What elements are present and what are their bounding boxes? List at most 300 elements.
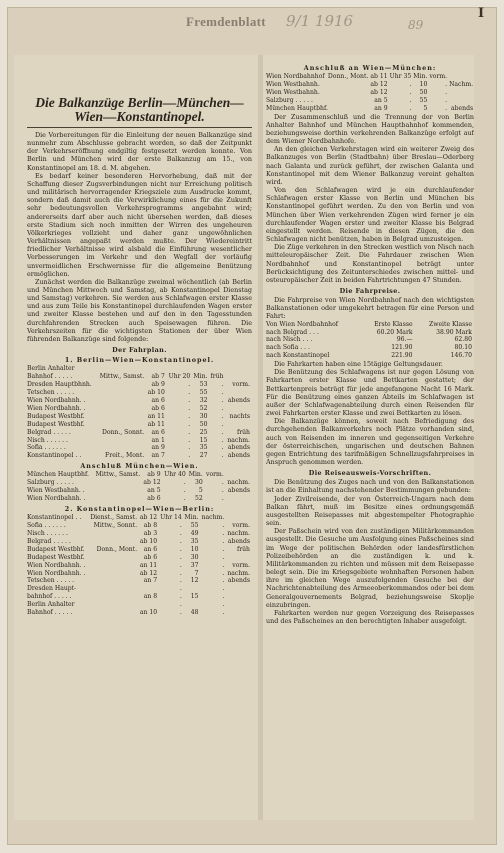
table-cell: . — [221, 428, 224, 436]
table-cell: ab 8 — [143, 522, 158, 530]
table-cell: Min. — [413, 73, 428, 81]
table-cell: Wien Westbahnh. — [266, 81, 320, 89]
table-cell: Freit., Mont. — [105, 452, 145, 460]
table-row — [27, 365, 252, 373]
table-cell: 7 — [194, 569, 199, 577]
table-cell: 25 — [199, 428, 208, 436]
table-cell: Min. — [184, 514, 199, 522]
table-cell — [226, 389, 252, 397]
table-cell: Mittw., Sonnt. — [93, 522, 138, 530]
table-cell: . — [445, 104, 448, 112]
table-cell: an 7 — [151, 452, 165, 460]
table-cell: abends — [227, 577, 250, 585]
table-cell: 12 — [190, 577, 199, 585]
table-cell: 30 — [195, 479, 203, 487]
table-cell: . — [221, 452, 224, 460]
table-cell — [96, 365, 146, 373]
right-paragraphs-3 — [266, 478, 474, 625]
anschluss-muenchen-heading: Anschluß München—Wien. — [80, 462, 199, 471]
table-cell: . — [188, 444, 191, 452]
table-cell: vorm. — [232, 561, 250, 569]
table-cell — [96, 413, 146, 421]
table-cell: 50 — [199, 420, 208, 428]
table-cell — [226, 601, 252, 609]
table-cell: . — [179, 569, 182, 577]
paragraph: Jeder Zivilreisende, der von Österreich-Ungarn nach dem Balkan fährt, muß im Besitze eines ordnungsgemäß ausgestellten Reisepasses mit abgestempelter Photographie sein. — [266, 494, 474, 528]
table-row — [27, 601, 252, 609]
table-cell — [93, 495, 142, 503]
table-cell: Salzburg . . . . . — [266, 96, 313, 104]
table-row — [27, 397, 252, 405]
table-cell: an 11 — [139, 561, 158, 569]
table-cell: . — [188, 420, 191, 428]
table-row — [27, 593, 252, 601]
table-cell: 49 — [190, 530, 199, 537]
table-row — [27, 389, 252, 397]
table-cell: Uhr 40 — [164, 471, 186, 479]
table-cell: Bahnhof . . . . . — [27, 373, 73, 381]
table-cell: abends — [227, 397, 250, 404]
table-row — [266, 105, 474, 113]
table-cell — [209, 365, 225, 373]
table-cell: Wien Nordbahnh. . — [27, 404, 86, 412]
table-cell — [93, 479, 142, 487]
paragraph: An den gleichen Verkehrstagen wird ein weiterer Zweig des Balkanzuges von Berlin (Stadtbahn) über Breslau—Oderberg nach Galanta und zurück geführt, der zwischen Galanta und Konstantinopel mit dem Wiener Balkanzug vereint gehalten wird. — [266, 145, 474, 186]
table-cell: Wien Nordbahnh. . — [27, 569, 86, 577]
table-cell: nach Konstantinopel — [266, 352, 330, 360]
table-cell — [88, 554, 139, 562]
table-cell: 35 — [199, 444, 208, 452]
table-cell: an 9 — [151, 444, 165, 452]
table-cell: nachm. — [227, 436, 250, 444]
paragraph: Der Paßschein wird von den zuständigen Militärkommanden ausgestellt. Die Gesuche um Ausfolgung eines Paßscheines sind im Wege der politischen Behörden oder landesfürstlichen Polizeibehörden an die zuständigen k. und k. Militärkommanden zu richten und müssen mit dem Reisepasse belegt sein. Die im Kriegsgebiete wohnhaften Personen haben ihre im gleichen Wege auszufolgenden Gesuche bei der Nachrichtenabteilung des Armeeoberkommandos oder bei dem Generalgouvernements Belgrad, beziehungsweise Skoplje einzubringen. — [266, 527, 474, 609]
table-cell: . — [188, 381, 191, 389]
table-cell: Budapest Westbhf. — [27, 553, 85, 561]
table-row — [266, 352, 474, 360]
table-cell: . — [188, 452, 191, 460]
handwritten-page-number: 89 — [408, 18, 424, 32]
table-cell: Mittw., Samst. — [99, 373, 145, 381]
table-cell: ab 12 — [370, 81, 388, 89]
table-row — [266, 344, 474, 352]
table-row — [27, 373, 252, 381]
table-row — [27, 585, 252, 593]
table-row — [266, 97, 474, 105]
table-cell: . — [222, 530, 225, 537]
table-cell — [449, 97, 474, 105]
table-cell: . — [188, 389, 191, 397]
table-cell — [139, 601, 159, 609]
table-cell: abends — [227, 444, 250, 452]
right-paragraphs-2 — [266, 360, 474, 466]
table-cell: bahnhof . . . . . — [27, 593, 72, 601]
table-cell: an 6 — [151, 428, 165, 436]
table-cell: nach Belgrad . . . — [266, 328, 319, 336]
table-cell — [88, 609, 139, 617]
table-cell — [139, 585, 159, 593]
paragraph: Die Balkanzüge können, soweit nach Befriedigung des durchgehenden Balkanverkehrs noch Plätze vorhanden sind, auch von Reisenden im inneren und gegenseitigen Verkehre der österreichischen, ungarischen und deutschen Bahnen gegen Entrichtung des tarifmäßigen Schnellzugsfahrpreises in Anspruch genommen werden. — [266, 417, 474, 466]
table-cell: ab 12 — [139, 514, 158, 522]
table-row — [27, 514, 252, 522]
table-cell: . — [179, 553, 182, 561]
paragraph: Es bedarf keiner besonderen Hervorhebung, daß mit der Schaffung dieser Zugsverbindungen nicht nur Erreichung politisch und militärisch hervorragender Kriegsziele zum Ausdrucke kommt, sondern daß damit auch die Verwirklichung eines für die Zukunft sehr bedeutungsvollen Verkehrsprogramms angebahnt wird; andererseits darf aber auch nicht übersehen werden, daß dieses erste Stadium sich noch inmitten der Wirren des ungeheuren Völkerkrieges vollzieht und daher ganz ungewöhnlichen Verhältnissen angepaßt werden mußte. Der Wiedereintritt friedlicher Verhältnisse wird alsbald die Einführung wesentlicher Verbesserungen im Verkehr und den Wegfall der vorläufig unvermeidlichen Erschwernisse für die allgemeine Benützung ermöglichen. — [27, 171, 252, 278]
table-cell: Budapest Westbhf. — [27, 412, 85, 420]
table-cell: ab 7 — [151, 373, 165, 381]
table-cell: nachts — [229, 412, 250, 420]
table-cell: Konstantinopel . . — [27, 452, 82, 460]
table-cell: Wien Westbahnh. — [266, 88, 320, 96]
table-cell: Donn., Mont. — [327, 73, 369, 81]
table-row — [27, 452, 252, 460]
paragraph: Zunächst werden die Balkanzüge zweimal wöchentlich (ab Berlin und München Mittwoch und Samstag, ab Konstantinopel Dienstag und Samstag) verkehren. Sie werden aus Schlafwagen erster Klasse und aus zum Teile bis Konstantinopel durchlaufenden Wagen erster und zweiter Klasse bestehen und auf den in den Tagesstunden durchfahrenden Strecken auch Speisewagen führen. Die Verkehrszeiten für die wichtigsten Stationen der über Wien führenden Balkanzüge sind folgende: — [27, 277, 252, 343]
table-cell: Berlin Anhalter — [27, 365, 75, 373]
table-cell — [328, 105, 370, 113]
table-cell: 27 — [199, 452, 208, 460]
table-cell — [88, 538, 139, 546]
route2-table — [27, 514, 252, 617]
fahrpreise-table — [266, 321, 474, 361]
table-row — [27, 538, 252, 546]
anschluss-wien-table — [266, 73, 474, 113]
table-cell — [184, 585, 201, 593]
column-header: Zweite Klasse — [429, 320, 472, 328]
table-cell: ab 6 — [151, 404, 165, 412]
table-cell: 146.70 — [450, 352, 472, 360]
table-row — [266, 329, 474, 337]
table-row — [27, 562, 252, 570]
table-cell: . — [222, 569, 225, 577]
table-cell: 53 — [199, 381, 208, 389]
table-cell: früh — [236, 428, 250, 436]
table-cell: München Hauptbhf. — [27, 471, 89, 479]
table-cell: abends — [451, 104, 474, 112]
table-cell: . — [179, 609, 182, 617]
table-cell: abends — [227, 487, 250, 495]
table-cell: . — [222, 553, 225, 561]
table-cell: . — [179, 522, 182, 530]
table-cell: 221.90 — [391, 352, 413, 360]
table-cell — [226, 554, 252, 562]
table-cell: 35 — [190, 537, 199, 545]
table-cell: an 5 — [374, 96, 388, 104]
table-cell: Donn., Mont. — [96, 545, 138, 553]
table-cell — [328, 81, 370, 89]
table-cell: . — [222, 577, 225, 585]
table-cell: ab 10 — [139, 537, 158, 545]
table-cell: Wien Nordbahnh. . — [27, 495, 86, 503]
table-cell: 5 — [198, 487, 203, 495]
table-cell: . — [409, 81, 412, 89]
title-rule — [27, 127, 252, 128]
table-cell — [328, 97, 370, 105]
table-cell: . — [445, 88, 448, 96]
table-cell: an 9 — [374, 104, 388, 112]
table-cell: ab 6 — [143, 553, 158, 561]
table-cell — [226, 585, 252, 593]
table-row — [27, 577, 252, 585]
table-cell: . — [409, 88, 412, 96]
table-cell: . — [179, 561, 182, 569]
table-cell — [192, 365, 209, 373]
table-header-row — [266, 321, 474, 329]
table-cell: Uhr 35 — [389, 73, 412, 81]
table-cell — [96, 405, 146, 413]
table-cell: . — [221, 436, 224, 444]
table-cell: Belgrad . . . . . — [27, 428, 71, 436]
table-cell: 10 — [190, 545, 199, 553]
table-cell: 37 — [190, 561, 199, 569]
table-cell: . — [179, 537, 182, 545]
table-cell: Donn., Sonnt. — [101, 428, 145, 436]
table-row — [27, 437, 252, 445]
table-cell: . — [221, 444, 224, 452]
table-cell: Salzburg . . . . . — [27, 479, 74, 487]
table-cell: 55 — [199, 389, 208, 397]
table-cell: . — [221, 389, 224, 397]
table-cell: 15 — [199, 436, 208, 444]
table-cell — [226, 495, 252, 503]
table-cell — [96, 381, 146, 389]
table-cell: ab 12 — [370, 88, 388, 96]
table-row — [27, 471, 252, 479]
table-cell: . — [222, 609, 225, 617]
table-cell: Budapest Westbhf. — [27, 545, 85, 553]
table-cell: . — [179, 585, 182, 593]
table-cell: . — [409, 96, 412, 104]
table-cell — [88, 562, 139, 570]
table-cell — [88, 530, 139, 538]
table-cell: . — [179, 593, 182, 601]
table-cell: an 6 — [151, 397, 165, 404]
table-cell: ab 12 — [143, 479, 161, 487]
table-cell: 55 — [419, 96, 428, 104]
table-cell: . — [183, 495, 186, 503]
column-divider — [258, 55, 263, 820]
table-cell: . — [221, 495, 224, 503]
table-cell: . — [222, 545, 225, 553]
table-row — [266, 73, 474, 81]
table-cell: Dienst., Samst. — [90, 514, 138, 522]
table-cell: Wien Nordbahnh. . — [27, 397, 86, 404]
table-row — [27, 609, 252, 617]
table-cell — [88, 577, 139, 585]
table-cell: 62.80 — [454, 336, 472, 344]
table-cell: . — [188, 412, 191, 420]
handwritten-date: 9/1 1916 — [286, 12, 354, 30]
table-cell: Wien Nordbahnhof — [266, 73, 325, 81]
table-cell: . — [179, 545, 182, 553]
fahrpreise-heading: Die Fahrpreise. — [339, 286, 401, 295]
table-cell: nachm. — [227, 479, 250, 487]
route1-table — [27, 365, 252, 460]
paragraph: Die Züge verkehren in den Strecken westlich von Nisch nach mitteleuropäischer Zeit. Die Fahrdauer zwischen Wien Nordbahnhof und Konstantinopel beträgt unter Berücksichtigung des Zeitunterschiedes zwischen mittel- und osteuropäischer Zeit in beiden Fahrtrichtungen 47 Stunden. — [266, 243, 474, 284]
table-cell: Dresden Haupt- — [27, 585, 77, 593]
reiseausweis-heading: Die Reiseausweis-Vorschriften. — [308, 469, 432, 478]
table-cell: . — [409, 104, 412, 112]
table-cell: . — [445, 96, 448, 104]
table-cell: Bahnhof . . . . . — [27, 609, 73, 617]
table-row — [27, 444, 252, 452]
table-cell: 96.— — [396, 336, 413, 344]
paragraph: Von den Schlafwagen wird je ein durchlaufender Schlafwagen erster Klasse von Berlin und München bis Konstantinopel geführt werden. Zu den von Berlin und von München über Wien verkehrenden Zügen wird ferner je ein durchlaufender Wagen erster und zweiter Klasse bis Belgrad eingestellt werden. Reisende in diesen Zügen, die den Schlafwagen nicht benützen, haben in Belgrad umzusteigen. — [266, 186, 474, 244]
table-cell: vorm. — [232, 522, 250, 530]
table-cell: . — [222, 601, 225, 609]
table-cell: nachm. — [201, 514, 225, 522]
table-cell — [96, 397, 146, 405]
table-cell — [88, 593, 139, 601]
table-cell: ab 6 — [147, 495, 161, 503]
table-cell: Uhr 14 — [160, 514, 182, 522]
table-cell: ab 12 — [139, 569, 158, 577]
table-cell: an 10 — [139, 609, 158, 617]
table-cell: 5 — [423, 104, 428, 112]
table-row — [27, 495, 252, 503]
table-cell: . — [222, 593, 225, 601]
table-cell: Mittw., Samst. — [95, 471, 141, 479]
table-cell: vorm. — [206, 471, 224, 479]
table-row — [27, 405, 252, 413]
table-row — [266, 336, 474, 344]
paragraph: Der Zusammenschluß und die Trennung der von Berlin Anhalter Bahnhof und München Hauptbahnhof kommenden, beziehungsweise dorthin verkehrenden Balkanzüge erfolgt auf dem Wiener Nordbahnhofe. — [266, 112, 474, 146]
table-row — [27, 530, 252, 538]
table-cell: . — [221, 412, 224, 420]
table-cell: Uhr 20 — [168, 373, 191, 381]
column-header: Erste Klasse — [374, 320, 413, 328]
table-cell — [96, 444, 146, 452]
table-cell: an 8 — [143, 593, 158, 601]
table-cell — [449, 89, 474, 97]
table-row — [27, 570, 252, 578]
table-cell: . — [188, 404, 191, 412]
table-cell: ab 10 — [147, 389, 165, 397]
table-cell — [226, 609, 252, 617]
column-header: Von Wien Nordbahnhof — [266, 320, 338, 328]
table-cell: . — [179, 530, 182, 537]
table-cell: . — [179, 601, 182, 609]
paragraph: Die Fahrkarten haben eine 15tägige Geltungsdauer. — [274, 360, 443, 369]
table-cell: . — [221, 420, 224, 428]
table-cell: . — [183, 479, 186, 487]
table-row — [27, 554, 252, 562]
paragraph: Fahrkarten werden nur gegen Vorzeigung des Reisepasses und des Paßscheines an den berechtigten Inhaber ausgefolgt. — [266, 608, 474, 625]
table-row — [266, 81, 474, 89]
table-cell — [226, 405, 252, 413]
table-cell: 52 — [195, 495, 203, 503]
table-cell: 52 — [199, 404, 208, 412]
table-cell: früh — [210, 373, 224, 381]
table-cell: ab 9 — [147, 471, 161, 479]
table-cell: Nachm. — [449, 81, 474, 89]
table-cell — [93, 487, 142, 495]
table-cell: . — [188, 436, 191, 444]
table-row — [27, 487, 252, 495]
table-cell: nach Sofia . . . — [266, 344, 310, 352]
table-row — [27, 421, 252, 429]
table-cell: Berlin Anhalter — [27, 601, 75, 609]
table-cell: an 6 — [143, 545, 158, 553]
table-cell: 50 — [419, 88, 428, 96]
table-cell: Sofia . . . . . . — [27, 522, 66, 530]
fahrpreise-intro: Die Fahrpreise von Wien Nordbahnhof nach den wichtigsten Balkanstationen oder umgekehrt betragen für eine Person und Fahrt: — [266, 296, 474, 321]
table-cell: 60.20 Mark — [376, 328, 413, 336]
table-cell — [328, 89, 370, 97]
table-cell: . — [221, 487, 224, 495]
table-cell: Wien Nordbahnh. . — [27, 561, 86, 569]
table-cell: Nisch . . . . . . — [27, 436, 68, 444]
table-cell — [88, 585, 139, 593]
table-cell: Budapest Westbhf. — [27, 420, 85, 428]
table-row — [27, 546, 252, 554]
left-column — [27, 96, 252, 814]
fahrplan-heading: Der Fahrplan. — [112, 346, 167, 355]
table-cell — [226, 593, 252, 601]
table-cell: an 7 — [143, 577, 158, 585]
table-cell: 32 — [199, 397, 208, 404]
table-cell: . — [183, 487, 186, 495]
table-cell: abends — [227, 537, 250, 545]
table-cell — [226, 421, 252, 429]
paragraph: Die Benützung des Schlafwagens ist nur gegen Lösung von Fahrkarten erster Klasse und Bettkarten gestattet; der Bettkartenpreis beträgt für jede angefangene Nacht 16 Mark. Für die Benützung eines ganzen Abteils im Schlafwagen ist außer der Schlafwagenabteilung durch einen Reisenden für zwei Fahrkarten erster Klasse und zwei Bettkarten zu lösen. — [266, 368, 474, 418]
table-cell — [88, 601, 139, 609]
table-cell: . — [221, 479, 224, 487]
table-cell: Min. — [188, 471, 203, 479]
table-cell: 121.90 — [391, 344, 413, 352]
route2-heading: 2. Konstantinopel—Wien—Berlin: — [64, 505, 215, 514]
table-cell: vorm. — [232, 381, 250, 389]
table-cell: 80.10 — [454, 344, 472, 352]
table-cell: Nisch . . . . . . — [27, 530, 68, 537]
anschluss-muenchen-table — [27, 471, 252, 503]
table-cell: an 5 — [147, 487, 161, 495]
table-cell: . — [222, 522, 225, 530]
anschluss-wien-heading: Anschluß an Wien—München: — [303, 64, 437, 72]
table-row — [27, 522, 252, 530]
table-cell: Belgrad . . . . . — [27, 537, 71, 545]
table-cell: 55 — [190, 522, 199, 530]
table-cell: ab 11 — [147, 420, 165, 428]
table-cell — [96, 437, 146, 445]
table-cell — [167, 365, 192, 373]
table-cell: Sofia . . . . . . — [27, 444, 66, 452]
table-row — [27, 381, 252, 389]
table-cell: Dresden Hauptbhnh. — [27, 381, 92, 389]
table-cell — [184, 601, 201, 609]
table-cell — [146, 365, 167, 373]
table-cell: 48 — [190, 609, 199, 617]
table-cell: ab 3 — [143, 530, 158, 537]
table-cell: Konstantinopel . . — [27, 514, 82, 522]
table-cell: nachm. — [227, 569, 250, 577]
table-cell: 10 — [419, 81, 428, 89]
table-cell: Tetschen . . . . . — [27, 577, 75, 585]
table-cell — [88, 570, 139, 578]
table-cell: Min. — [193, 373, 208, 381]
table-cell — [96, 421, 146, 429]
table-cell: Wien Westbahnh. . — [27, 487, 85, 495]
table-cell: . — [445, 81, 448, 89]
article-title: Die Balkanzüge Berlin—München—Wien—Konstantinopel. — [35, 96, 244, 124]
paragraph: Die Benützung des Zuges nach und von den Balkanstationen ist an die Einhaltung nachstehender Bestimmungen gebunden: — [266, 478, 474, 495]
table-cell: früh — [236, 545, 250, 553]
table-cell: . — [188, 428, 191, 436]
table-cell: 30 — [190, 553, 199, 561]
table-cell: . — [221, 404, 224, 412]
table-cell: . — [179, 577, 182, 585]
table-cell: an 11 — [147, 412, 165, 420]
table-cell: vorm. — [429, 73, 448, 81]
paragraph: Die Vorbereitungen für die Einleitung der neuen Balkanzüge sind nunmehr zum Abschlusse gebracht worden, so daß der Zeitpunkt der Verkehrseröffnung endgiltig festgesetzt werden konnte. Von Berlin und München wird der erste Balkanzug am 15., von Konstantinopel am 18. d. M. abgehen. — [27, 131, 252, 172]
masthead: Fremdenblatt — [186, 14, 266, 29]
